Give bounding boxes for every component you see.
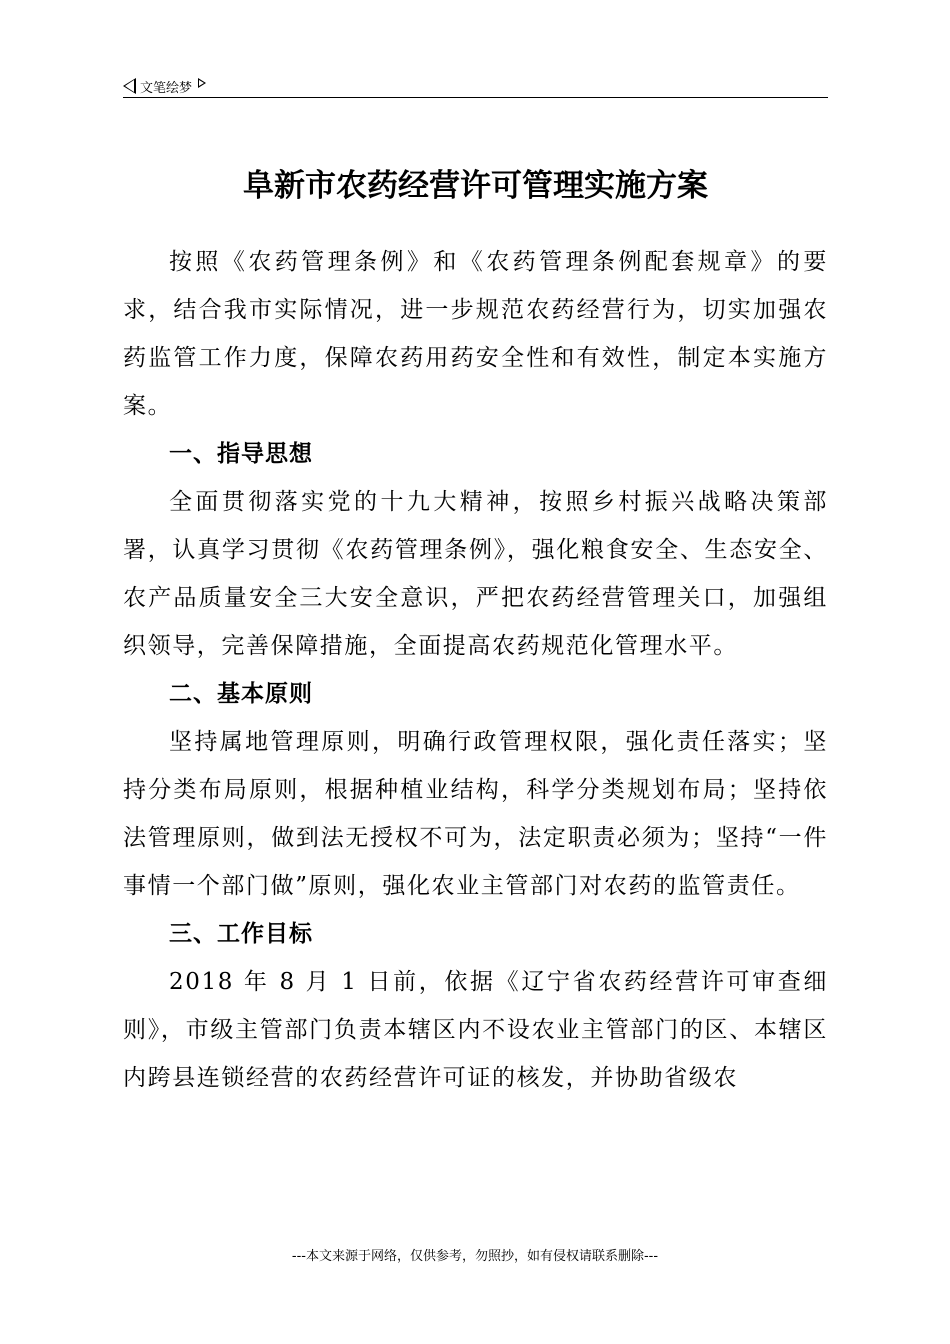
header-label: 文笔绘梦 — [140, 80, 193, 96]
section-heading-work-goals: 三、工作目标 — [169, 921, 313, 947]
header-divider — [123, 97, 828, 98]
section-heading-basic-principles: 二、基本原则 — [169, 681, 313, 707]
section-paragraph-work-goals: 2018 年 8 月 1 日前，依据《辽宁省农药经营许可审查细则》，市级主管部门负责本辖区内不设农业主管部门的区、本辖区内跨县连锁经营的农药经营许可证的核发，并协助省级农 — [123, 969, 828, 1091]
section-paragraph-guiding-ideology: 全面贯彻落实党的十九大精神，按照乡村振兴战略决策部署，认真学习贯彻《农药管理条例》，强化粮食安全、生态安全、农产品质量安全三大安全意识，严把农药经营管理关口，加强组织领导，完善保障措施，全面提高农药规范化管理水平。 — [123, 489, 828, 659]
document-title: 阜新市农药经营许可管理实施方案 — [243, 168, 708, 204]
triangle-left-outline-icon — [123, 78, 136, 94]
triangle-right-outline-icon — [198, 78, 206, 88]
section-paragraph-basic-principles: 坚持属地管理原则，明确行政管理权限，强化责任落实；坚持分类布局原则，根据种植业结构，科学分类规划布局；坚持依法管理原则，做到法无授权不可为，法定职责必须为；坚持“一件事情一个部门做”原则，强化农业主管部门对农药的监管责任。 — [123, 729, 828, 899]
section-heading-guiding-ideology: 一、指导思想 — [169, 441, 313, 467]
document-body — [123, 238, 828, 1102]
intro-paragraph: 按照《农药管理条例》和《农药管理条例配套规章》的要求，结合我市实际情况，进一步规范农药经营行为，切实加强农药监管工作力度，保障农药用药安全性和有效性，制定本实施方案。 — [123, 249, 828, 419]
page-footer-notice: ---本文来源于网络，仅供参考，勿照抄，如有侵权请联系删除--- — [291, 1249, 659, 1264]
page-header — [123, 74, 828, 98]
